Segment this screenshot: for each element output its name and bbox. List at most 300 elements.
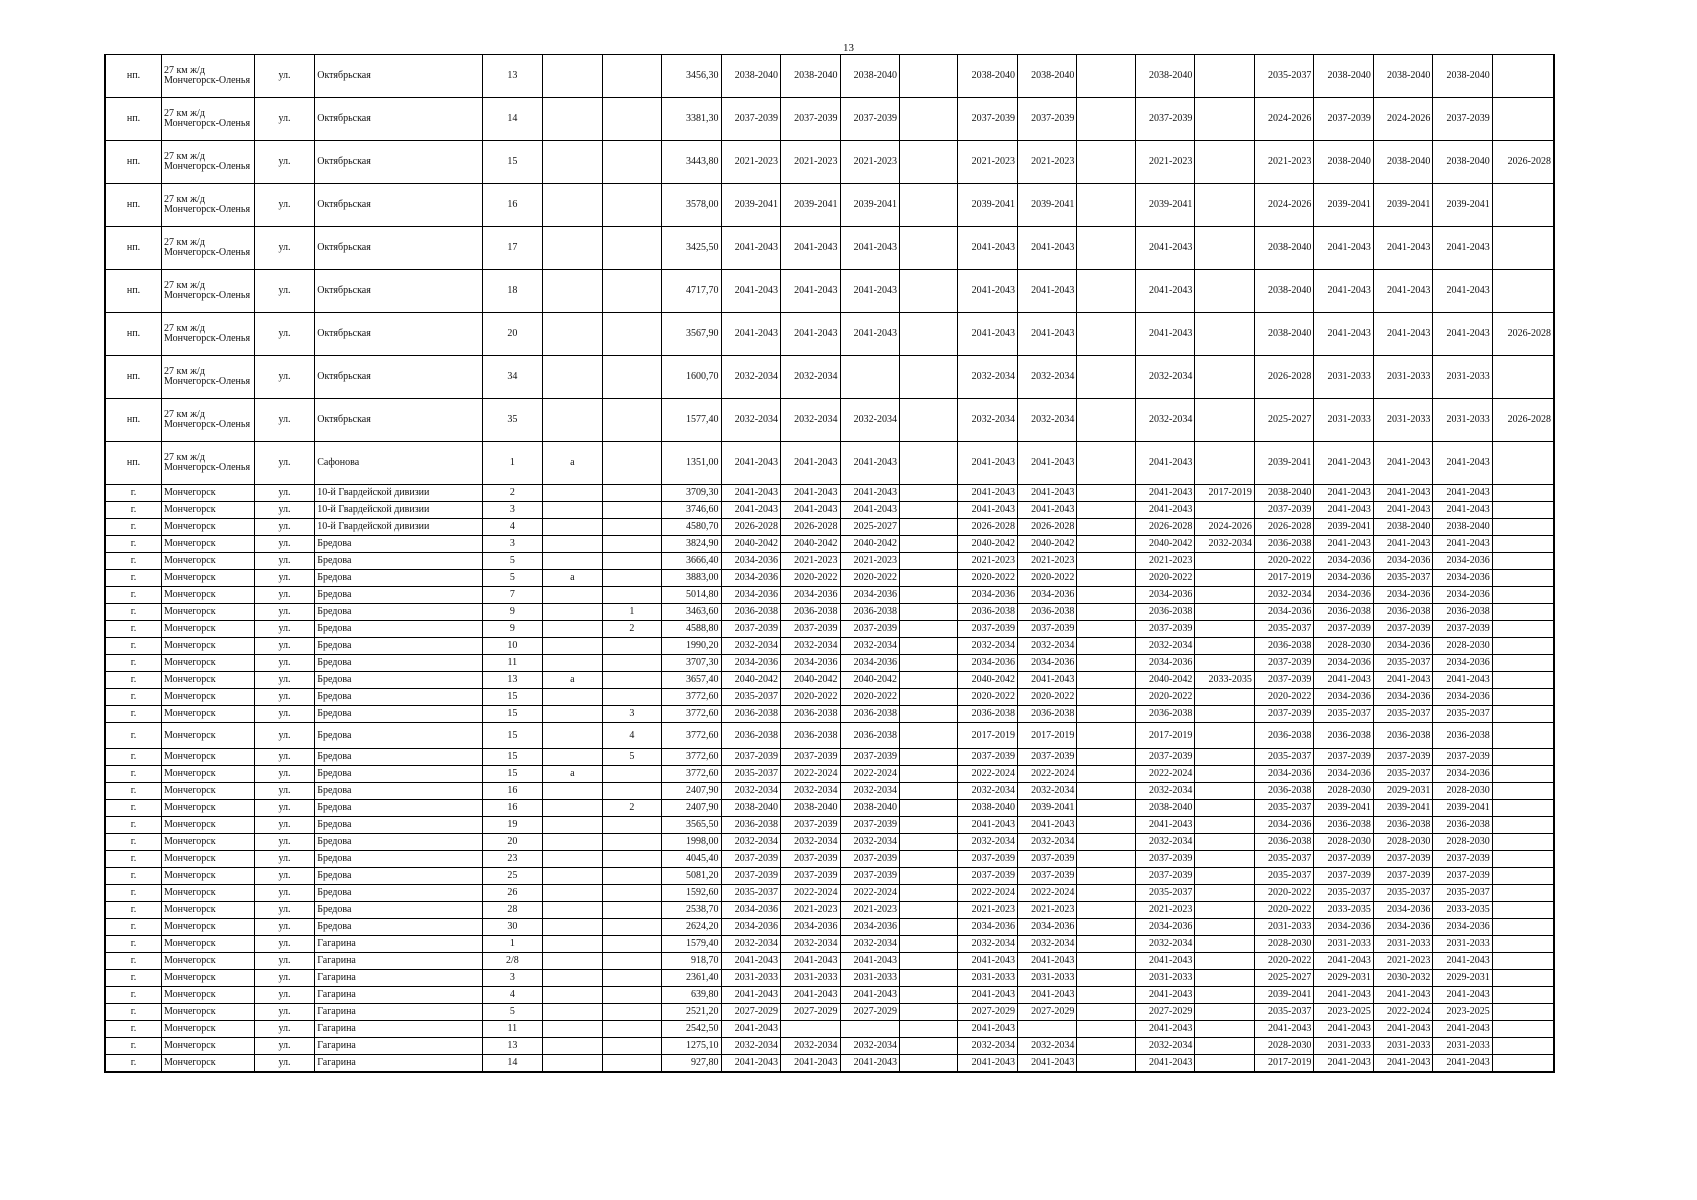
cell-period-6: 2037-2039 [1017, 868, 1076, 885]
cell-period-4 [900, 270, 958, 313]
cell-period-7 [1077, 817, 1135, 834]
cell-settlement-name: 27 км ж/д Мончегорск-Оленья [161, 399, 254, 442]
cell-street-type: ул. [254, 141, 315, 184]
cell-period-2: 2032-2034 [781, 834, 840, 851]
cell-house-letter: а [543, 672, 602, 689]
cell-period-5: 2032-2034 [958, 936, 1017, 953]
cell-period-10: 2020-2022 [1254, 885, 1313, 902]
cell-street-type: ул. [254, 1055, 315, 1073]
cell-street-name: Бредова [315, 689, 482, 706]
cell-house-letter [543, 502, 602, 519]
cell-period-1: 2032-2034 [721, 638, 780, 655]
cell-period-4 [900, 1038, 958, 1055]
cell-period-10: 2028-2030 [1254, 936, 1313, 953]
cell-period-1: 2034-2036 [721, 570, 780, 587]
cell-period-8: 2041-2043 [1135, 270, 1194, 313]
cell-period-9 [1195, 706, 1254, 723]
cell-period-9 [1195, 270, 1254, 313]
cell-period-12: 2036-2038 [1373, 723, 1432, 749]
cell-period-9 [1195, 1055, 1254, 1073]
cell-period-2: 2032-2034 [781, 936, 840, 953]
cell-settlement-type: г. [105, 1038, 161, 1055]
cell-period-5: 2027-2029 [958, 1004, 1017, 1021]
cell-area: 2542,50 [662, 1021, 721, 1038]
cell-period-2: 2036-2038 [781, 706, 840, 723]
cell-period-12: 2035-2037 [1373, 570, 1432, 587]
cell-house-number: 15 [482, 141, 543, 184]
cell-street-name: Бредова [315, 604, 482, 621]
cell-period-7 [1077, 689, 1135, 706]
cell-period-10: 2038-2040 [1254, 227, 1313, 270]
cell-period-4 [900, 356, 958, 399]
cell-period-5: 2017-2019 [958, 723, 1017, 749]
cell-period-9 [1195, 766, 1254, 783]
cell-period-7 [1077, 184, 1135, 227]
cell-street-type: ул. [254, 55, 315, 98]
cell-period-8: 2041-2043 [1135, 313, 1194, 356]
cell-street-type: ул. [254, 485, 315, 502]
table-row [105, 270, 1554, 313]
cell-period-8: 2041-2043 [1135, 227, 1194, 270]
cell-period-8: 2037-2039 [1135, 868, 1194, 885]
cell-period-2: 2040-2042 [781, 672, 840, 689]
table-row [105, 766, 1554, 783]
cell-period-8: 2027-2029 [1135, 1004, 1194, 1021]
cell-period-1: 2038-2040 [721, 55, 780, 98]
cell-period-12: 2039-2041 [1373, 800, 1432, 817]
cell-area: 1600,70 [662, 356, 721, 399]
cell-house-number: 3 [482, 502, 543, 519]
cell-period-12: 2034-2036 [1373, 638, 1432, 655]
cell-settlement-name: Мончегорск [161, 1055, 254, 1073]
cell-building-number [602, 553, 661, 570]
cell-period-11: 2029-2031 [1314, 970, 1373, 987]
cell-period-5: 2041-2043 [958, 1055, 1017, 1073]
cell-period-1: 2037-2039 [721, 749, 780, 766]
cell-street-name: Октябрьская [315, 227, 482, 270]
cell-settlement-type: г. [105, 536, 161, 553]
cell-period-2: 2041-2043 [781, 485, 840, 502]
cell-period-12: 2035-2037 [1373, 706, 1432, 723]
cell-house-number: 11 [482, 655, 543, 672]
cell-period-11: 2031-2033 [1314, 936, 1373, 953]
cell-period-11: 2041-2043 [1314, 270, 1373, 313]
cell-period-11: 2041-2043 [1314, 502, 1373, 519]
cell-period-1: 2034-2036 [721, 655, 780, 672]
cell-period-11: 2036-2038 [1314, 604, 1373, 621]
cell-area: 4717,70 [662, 270, 721, 313]
cell-settlement-name: Мончегорск [161, 570, 254, 587]
cell-period-7 [1077, 936, 1135, 953]
cell-street-type: ул. [254, 356, 315, 399]
cell-period-3: 2037-2039 [840, 621, 899, 638]
cell-period-3: 2032-2034 [840, 936, 899, 953]
cell-street-name: Октябрьская [315, 184, 482, 227]
cell-settlement-type: нп. [105, 98, 161, 141]
cell-period-7 [1077, 356, 1135, 399]
cell-period-3: 2032-2034 [840, 399, 899, 442]
cell-period-14 [1492, 817, 1554, 834]
cell-period-11: 2038-2040 [1314, 141, 1373, 184]
cell-period-9 [1195, 834, 1254, 851]
cell-area: 3883,00 [662, 570, 721, 587]
cell-building-number [602, 519, 661, 536]
cell-settlement-name: Мончегорск [161, 783, 254, 800]
cell-house-number: 20 [482, 313, 543, 356]
cell-house-letter [543, 817, 602, 834]
cell-street-type: ул. [254, 766, 315, 783]
cell-settlement-type: г. [105, 885, 161, 902]
cell-area: 3824,90 [662, 536, 721, 553]
cell-period-1: 2032-2034 [721, 783, 780, 800]
cell-period-14 [1492, 1038, 1554, 1055]
cell-area: 1579,40 [662, 936, 721, 953]
cell-house-letter [543, 356, 602, 399]
cell-period-12: 2041-2043 [1373, 987, 1432, 1004]
cell-period-14 [1492, 936, 1554, 953]
cell-period-5: 2040-2042 [958, 672, 1017, 689]
cell-period-11: 2034-2036 [1314, 587, 1373, 604]
cell-building-number [602, 485, 661, 502]
cell-settlement-type: г. [105, 570, 161, 587]
cell-area: 1998,00 [662, 834, 721, 851]
cell-period-14 [1492, 953, 1554, 970]
cell-period-9 [1195, 689, 1254, 706]
cell-period-9 [1195, 885, 1254, 902]
cell-area: 2521,20 [662, 1004, 721, 1021]
cell-period-8: 2041-2043 [1135, 485, 1194, 502]
cell-period-13: 2041-2043 [1433, 502, 1492, 519]
cell-settlement-type: г. [105, 638, 161, 655]
cell-street-name: Октябрьская [315, 399, 482, 442]
cell-period-10: 2038-2040 [1254, 485, 1313, 502]
cell-period-1: 2037-2039 [721, 868, 780, 885]
cell-street-type: ул. [254, 817, 315, 834]
cell-building-number: 1 [602, 604, 661, 621]
cell-street-name: Бредова [315, 723, 482, 749]
cell-house-letter [543, 902, 602, 919]
cell-period-7 [1077, 604, 1135, 621]
cell-period-9 [1195, 749, 1254, 766]
cell-house-letter [543, 638, 602, 655]
cell-period-7 [1077, 442, 1135, 485]
cell-street-name: Бредова [315, 706, 482, 723]
cell-period-11: 2041-2043 [1314, 485, 1373, 502]
cell-period-5: 2022-2024 [958, 766, 1017, 783]
cell-period-12: 2034-2036 [1373, 919, 1432, 936]
cell-period-5: 2032-2034 [958, 399, 1017, 442]
cell-period-1: 2032-2034 [721, 399, 780, 442]
cell-area: 2624,20 [662, 919, 721, 936]
cell-period-1: 2035-2037 [721, 689, 780, 706]
cell-period-1: 2041-2043 [721, 270, 780, 313]
cell-street-name: Октябрьская [315, 313, 482, 356]
cell-area: 3443,80 [662, 141, 721, 184]
cell-period-9 [1195, 55, 1254, 98]
cell-settlement-name: Мончегорск [161, 604, 254, 621]
cell-period-6: 2041-2043 [1017, 817, 1076, 834]
cell-period-3: 2036-2038 [840, 723, 899, 749]
cell-period-12: 2037-2039 [1373, 749, 1432, 766]
cell-area: 3425,50 [662, 227, 721, 270]
cell-street-name: Бредова [315, 885, 482, 902]
cell-period-7 [1077, 570, 1135, 587]
cell-period-6: 2032-2034 [1017, 834, 1076, 851]
cell-period-14 [1492, 970, 1554, 987]
cell-period-6: 2041-2043 [1017, 672, 1076, 689]
cell-settlement-name: Мончегорск [161, 723, 254, 749]
cell-period-9 [1195, 987, 1254, 1004]
cell-area: 5081,20 [662, 868, 721, 885]
cell-period-10: 2035-2037 [1254, 621, 1313, 638]
cell-period-6: 2026-2028 [1017, 519, 1076, 536]
table-row [105, 184, 1554, 227]
cell-period-14 [1492, 851, 1554, 868]
cell-period-2: 2041-2043 [781, 313, 840, 356]
cell-street-type: ул. [254, 502, 315, 519]
cell-period-4 [900, 553, 958, 570]
cell-period-7 [1077, 536, 1135, 553]
cell-period-13: 2041-2043 [1433, 672, 1492, 689]
cell-settlement-name: Мончегорск [161, 621, 254, 638]
cell-period-6: 2037-2039 [1017, 749, 1076, 766]
cell-house-letter [543, 953, 602, 970]
cell-period-13: 2037-2039 [1433, 851, 1492, 868]
cell-period-10: 2036-2038 [1254, 536, 1313, 553]
table-row [105, 936, 1554, 953]
cell-period-13: 2039-2041 [1433, 184, 1492, 227]
cell-period-5: 2032-2034 [958, 834, 1017, 851]
table-row [105, 800, 1554, 817]
cell-period-14 [1492, 919, 1554, 936]
cell-period-12: 2031-2033 [1373, 356, 1432, 399]
cell-house-number: 3 [482, 536, 543, 553]
table-row [105, 723, 1554, 749]
cell-building-number [602, 313, 661, 356]
cell-period-11: 2041-2043 [1314, 953, 1373, 970]
cell-period-6: 2022-2024 [1017, 766, 1076, 783]
table-row [105, 227, 1554, 270]
cell-period-9: 2032-2034 [1195, 536, 1254, 553]
cell-street-name: Бредова [315, 638, 482, 655]
cell-street-type: ул. [254, 1038, 315, 1055]
cell-period-2: 2041-2043 [781, 1055, 840, 1073]
cell-period-12: 2041-2043 [1373, 672, 1432, 689]
cell-building-number [602, 936, 661, 953]
cell-period-10: 2034-2036 [1254, 817, 1313, 834]
cell-settlement-name: Мончегорск [161, 502, 254, 519]
cell-period-7 [1077, 749, 1135, 766]
cell-street-type: ул. [254, 902, 315, 919]
cell-period-14 [1492, 570, 1554, 587]
cell-period-14 [1492, 184, 1554, 227]
cell-period-11: 2041-2043 [1314, 987, 1373, 1004]
cell-period-14 [1492, 519, 1554, 536]
cell-period-2: 2037-2039 [781, 868, 840, 885]
cell-area: 3709,30 [662, 485, 721, 502]
cell-period-11: 2031-2033 [1314, 356, 1373, 399]
cell-period-6: 2041-2043 [1017, 227, 1076, 270]
cell-street-type: ул. [254, 587, 315, 604]
cell-building-number [602, 141, 661, 184]
cell-house-number: 15 [482, 706, 543, 723]
cell-street-name: Бредова [315, 851, 482, 868]
cell-period-10: 2017-2019 [1254, 1055, 1313, 1073]
cell-street-type: ул. [254, 227, 315, 270]
cell-period-1: 2041-2043 [721, 987, 780, 1004]
cell-period-11: 2037-2039 [1314, 851, 1373, 868]
cell-house-letter [543, 987, 602, 1004]
cell-house-number: 16 [482, 800, 543, 817]
cell-period-13: 2036-2038 [1433, 604, 1492, 621]
cell-house-letter [543, 587, 602, 604]
cell-period-9 [1195, 1004, 1254, 1021]
table-row [105, 1038, 1554, 1055]
cell-house-number: 18 [482, 270, 543, 313]
cell-period-3: 2022-2024 [840, 885, 899, 902]
cell-street-type: ул. [254, 868, 315, 885]
cell-street-name: Гагарина [315, 1021, 482, 1038]
cell-street-type: ул. [254, 800, 315, 817]
cell-period-7 [1077, 270, 1135, 313]
cell-period-10: 2020-2022 [1254, 953, 1313, 970]
cell-period-8: 2040-2042 [1135, 672, 1194, 689]
cell-period-3: 2037-2039 [840, 98, 899, 141]
cell-house-letter [543, 689, 602, 706]
cell-period-8: 2022-2024 [1135, 766, 1194, 783]
cell-period-9 [1195, 98, 1254, 141]
cell-period-5: 2037-2039 [958, 868, 1017, 885]
cell-period-14 [1492, 800, 1554, 817]
cell-period-3: 2041-2043 [840, 1055, 899, 1073]
cell-settlement-type: г. [105, 970, 161, 987]
cell-period-5: 2037-2039 [958, 621, 1017, 638]
cell-settlement-name: 27 км ж/д Мончегорск-Оленья [161, 356, 254, 399]
cell-period-10: 2039-2041 [1254, 987, 1313, 1004]
cell-period-12: 2036-2038 [1373, 604, 1432, 621]
cell-street-name: Гагарина [315, 1004, 482, 1021]
cell-period-11: 2038-2040 [1314, 55, 1373, 98]
cell-period-8: 2041-2043 [1135, 987, 1194, 1004]
page-number: 13 [843, 42, 854, 54]
cell-period-10: 2026-2028 [1254, 356, 1313, 399]
cell-street-type: ул. [254, 570, 315, 587]
table-row [105, 519, 1554, 536]
cell-settlement-name: Мончегорск [161, 902, 254, 919]
cell-area: 3746,60 [662, 502, 721, 519]
cell-period-5: 2040-2042 [958, 536, 1017, 553]
cell-settlement-name: Мончегорск [161, 1038, 254, 1055]
cell-house-letter [543, 1004, 602, 1021]
cell-street-type: ул. [254, 184, 315, 227]
cell-settlement-type: г. [105, 672, 161, 689]
cell-period-3: 2027-2029 [840, 1004, 899, 1021]
cell-period-9 [1195, 783, 1254, 800]
cell-period-13: 2037-2039 [1433, 98, 1492, 141]
cell-period-4 [900, 936, 958, 953]
cell-period-13: 2041-2043 [1433, 536, 1492, 553]
cell-period-4 [900, 885, 958, 902]
cell-period-9 [1195, 1038, 1254, 1055]
cell-period-12: 2034-2036 [1373, 587, 1432, 604]
cell-period-11: 2039-2041 [1314, 519, 1373, 536]
table-row [105, 604, 1554, 621]
cell-period-1: 2037-2039 [721, 851, 780, 868]
cell-period-5: 2021-2023 [958, 902, 1017, 919]
cell-settlement-name: 27 км ж/д Мончегорск-Оленья [161, 55, 254, 98]
cell-period-9: 2017-2019 [1195, 485, 1254, 502]
cell-house-number: 16 [482, 783, 543, 800]
cell-period-2: 2034-2036 [781, 919, 840, 936]
cell-period-14 [1492, 587, 1554, 604]
cell-settlement-type: г. [105, 868, 161, 885]
cell-period-4 [900, 749, 958, 766]
cell-period-10: 2035-2037 [1254, 749, 1313, 766]
cell-period-12: 2035-2037 [1373, 766, 1432, 783]
cell-period-1: 2040-2042 [721, 672, 780, 689]
cell-house-number: 2 [482, 485, 543, 502]
cell-period-1: 2032-2034 [721, 834, 780, 851]
cell-period-7 [1077, 55, 1135, 98]
cell-period-6: 2041-2043 [1017, 313, 1076, 356]
cell-street-type: ул. [254, 399, 315, 442]
cell-period-7 [1077, 519, 1135, 536]
table-row [105, 749, 1554, 766]
table-body [105, 55, 1554, 1073]
cell-area: 3381,30 [662, 98, 721, 141]
table-row [105, 536, 1554, 553]
cell-house-number: 2/8 [482, 953, 543, 970]
cell-period-12: 2021-2023 [1373, 953, 1432, 970]
cell-period-9 [1195, 868, 1254, 885]
cell-street-type: ул. [254, 783, 315, 800]
cell-street-name: Бредова [315, 800, 482, 817]
cell-settlement-name: Мончегорск [161, 800, 254, 817]
cell-building-number [602, 270, 661, 313]
cell-settlement-type: г. [105, 1004, 161, 1021]
cell-street-name: Бредова [315, 868, 482, 885]
cell-period-7 [1077, 621, 1135, 638]
cell-period-8: 2038-2040 [1135, 800, 1194, 817]
cell-street-type: ул. [254, 621, 315, 638]
cell-house-number: 16 [482, 184, 543, 227]
cell-period-3: 2037-2039 [840, 749, 899, 766]
cell-building-number [602, 1021, 661, 1038]
cell-house-letter [543, 655, 602, 672]
cell-period-12: 2041-2043 [1373, 485, 1432, 502]
cell-period-10: 2036-2038 [1254, 834, 1313, 851]
cell-period-3: 2020-2022 [840, 689, 899, 706]
cell-settlement-name: Мончегорск [161, 919, 254, 936]
cell-period-9 [1195, 553, 1254, 570]
cell-period-4 [900, 570, 958, 587]
cell-period-1: 2034-2036 [721, 919, 780, 936]
cell-period-2: 2032-2034 [781, 1038, 840, 1055]
cell-period-13: 2031-2033 [1433, 356, 1492, 399]
cell-period-2: 2034-2036 [781, 587, 840, 604]
cell-period-13: 2041-2043 [1433, 1055, 1492, 1073]
cell-period-3: 2037-2039 [840, 851, 899, 868]
cell-building-number [602, 902, 661, 919]
cell-period-4 [900, 723, 958, 749]
cell-period-2: 2038-2040 [781, 55, 840, 98]
cell-street-name: Бредова [315, 587, 482, 604]
cell-house-letter [543, 55, 602, 98]
cell-period-7 [1077, 672, 1135, 689]
cell-building-number [602, 953, 661, 970]
cell-period-2: 2040-2042 [781, 536, 840, 553]
cell-street-name: Гагарина [315, 1038, 482, 1055]
